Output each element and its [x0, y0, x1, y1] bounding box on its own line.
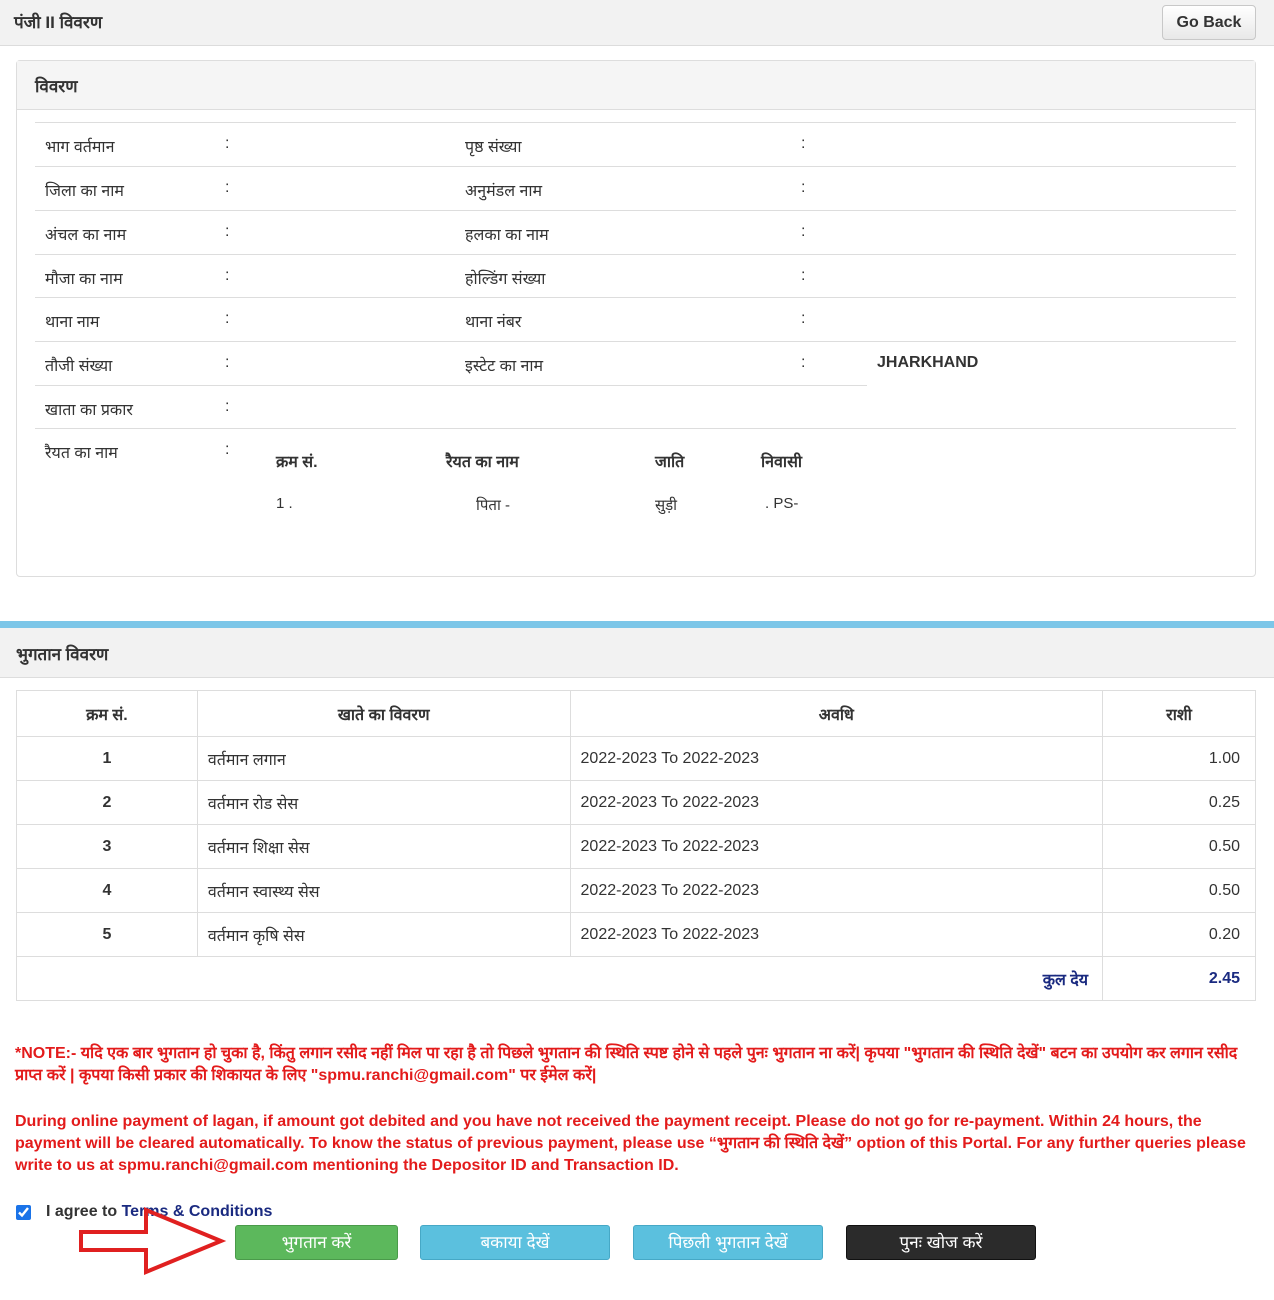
detail-row [35, 297, 1236, 341]
raiyat-residence: . PS- [765, 495, 799, 512]
estate-name-value: JHARKHAND [877, 354, 979, 371]
period-cell: 2022-2023 To 2022-2023 [570, 737, 1103, 781]
total-row [17, 957, 1256, 1001]
top-bar [0, 0, 1274, 46]
raiyat-caste: सुड़ी [655, 497, 678, 514]
hindi-note: *NOTE:- यदि एक बार भुगतान हो चुका है, किंतु लगान रसीद नहीं मिल पा रहा है तो पिछले भुगतान की स्थिति स्पष्ट होने से पहले पुनः भुगतान ना करें| कृपया "भुगतान की स्थिति देखें" बटन का उपयोग कर लगान रसीद प्राप्त करें | कृपया किसी प्रकार की शिकायत के लिए "spmu.ranchi@gmail.com" पर ईमेल करें| [15, 1045, 1238, 1084]
amount-cell: 0.50 [1103, 825, 1256, 869]
column-header-amount: राशी [1103, 691, 1256, 737]
search-again-button[interactable]: पुनः खोज करें [846, 1225, 1036, 1260]
field-label: होल्डिंग संख्या [465, 271, 546, 288]
description-cell: वर्तमान कृषि सेस [197, 913, 570, 957]
detail-row [35, 210, 1236, 254]
total-label: कुल देय [17, 957, 1103, 1001]
period-cell: 2022-2023 To 2022-2023 [570, 825, 1103, 869]
colon: : [801, 267, 806, 284]
field-label: पृष्ठ संख्या [465, 139, 522, 156]
payment-heading: भुगतान विवरण [16, 645, 109, 664]
serial-cell: 3 [17, 825, 198, 869]
description-cell: वर्तमान रोड सेस [197, 781, 570, 825]
colon: : [801, 354, 806, 371]
detail-row [35, 341, 1236, 385]
field-label: अनुमंडल नाम [465, 183, 543, 200]
colon: : [801, 135, 806, 152]
section-divider [0, 621, 1274, 628]
field-label: रैयत का नाम [45, 445, 118, 462]
page-title: पंजी II विवरण [14, 13, 103, 32]
table-row [17, 781, 1256, 825]
colon: : [225, 135, 230, 152]
period-cell: 2022-2023 To 2022-2023 [570, 913, 1103, 957]
english-note: During online payment of lagan, if amount got debited and you have not received the payment receipt. Please do not go for re-payment. Within 24 hours, the payment will be cleared automatically. To know the status of previous payment, please use “भुगतान की स्थिति देखें” option of this Portal. For any further queries please write to us at spmu.ranchi@gmail.com mentioning the Depositor ID and Transaction ID. [15, 1113, 1246, 1174]
serial-cell: 5 [17, 913, 198, 957]
description-cell: वर्तमान स्वास्थ्य सेस [197, 869, 570, 913]
colon: : [225, 223, 230, 240]
field-label: अंचल का नाम [45, 227, 127, 244]
column-header-serial: क्रम सं. [17, 691, 198, 737]
payment-table [16, 690, 1256, 1001]
serial-cell: 4 [17, 869, 198, 913]
raiyat-row [35, 428, 1236, 528]
colon: : [801, 223, 806, 240]
payment-section-header [0, 628, 1274, 678]
serial-cell: 2 [17, 781, 198, 825]
field-label: जिला का नाम [45, 183, 124, 200]
colon: : [225, 398, 230, 415]
pay-button[interactable]: भुगतान करें [235, 1225, 398, 1260]
period-cell: 2022-2023 To 2022-2023 [570, 781, 1103, 825]
column-header-period: अवधि [570, 691, 1103, 737]
field-label: तौजी संख्या [45, 358, 113, 375]
field-label: भाग वर्तमान [45, 139, 115, 156]
detail-row [35, 254, 1236, 298]
amount-cell: 0.50 [1103, 869, 1256, 913]
field-label: खाता का प्रकार [45, 402, 133, 419]
colon: : [225, 354, 230, 371]
previous-payment-button[interactable]: पिछली भुगतान देखें [633, 1225, 823, 1260]
view-dues-button[interactable]: बकाया देखें [420, 1225, 610, 1260]
colon: : [801, 179, 806, 196]
serial-cell: 1 [17, 737, 198, 781]
field-label: हलका का नाम [465, 227, 549, 244]
description-cell: वर्तमान लगान [197, 737, 570, 781]
table-row [17, 913, 1256, 957]
table-row [17, 737, 1256, 781]
table-header-row [17, 691, 1256, 737]
colon: : [225, 179, 230, 196]
raiyat-header-serial: क्रम सं. [276, 454, 318, 471]
details-heading: विवरण [17, 61, 1255, 110]
period-cell: 2022-2023 To 2022-2023 [570, 869, 1103, 913]
field-label: इस्टेट का नाम [465, 358, 544, 375]
total-value: 2.45 [1103, 957, 1256, 1001]
go-back-button[interactable]: Go Back [1162, 5, 1256, 40]
agree-checkbox[interactable] [16, 1205, 31, 1220]
amount-cell: 1.00 [1103, 737, 1256, 781]
amount-cell: 0.25 [1103, 781, 1256, 825]
raiyat-name: पिता - [476, 497, 511, 514]
raiyat-header-caste: जाति [655, 454, 685, 471]
raiyat-header-residence: निवासी [761, 454, 803, 471]
detail-row [35, 122, 1236, 166]
colon: : [225, 267, 230, 284]
detail-row [35, 166, 1236, 210]
table-row [17, 825, 1256, 869]
column-header-description: खाते का विवरण [197, 691, 570, 737]
description-cell: वर्तमान शिक्षा सेस [197, 825, 570, 869]
right-arrow-icon [78, 1206, 228, 1276]
table-row [17, 869, 1256, 913]
colon: : [225, 310, 230, 327]
field-label: थाना नाम [45, 314, 100, 331]
colon: : [801, 310, 806, 327]
terms-link[interactable]: Terms & Conditions [121, 1203, 273, 1220]
raiyat-header-name: रैयत का नाम [446, 454, 519, 471]
agree-text: I agree to [46, 1203, 118, 1220]
raiyat-serial: 1 . [276, 495, 293, 512]
detail-row [35, 385, 867, 429]
field-label: मौजा का नाम [45, 271, 123, 288]
colon: : [225, 441, 230, 458]
field-label: थाना नंबर [465, 314, 522, 331]
amount-cell: 0.20 [1103, 913, 1256, 957]
